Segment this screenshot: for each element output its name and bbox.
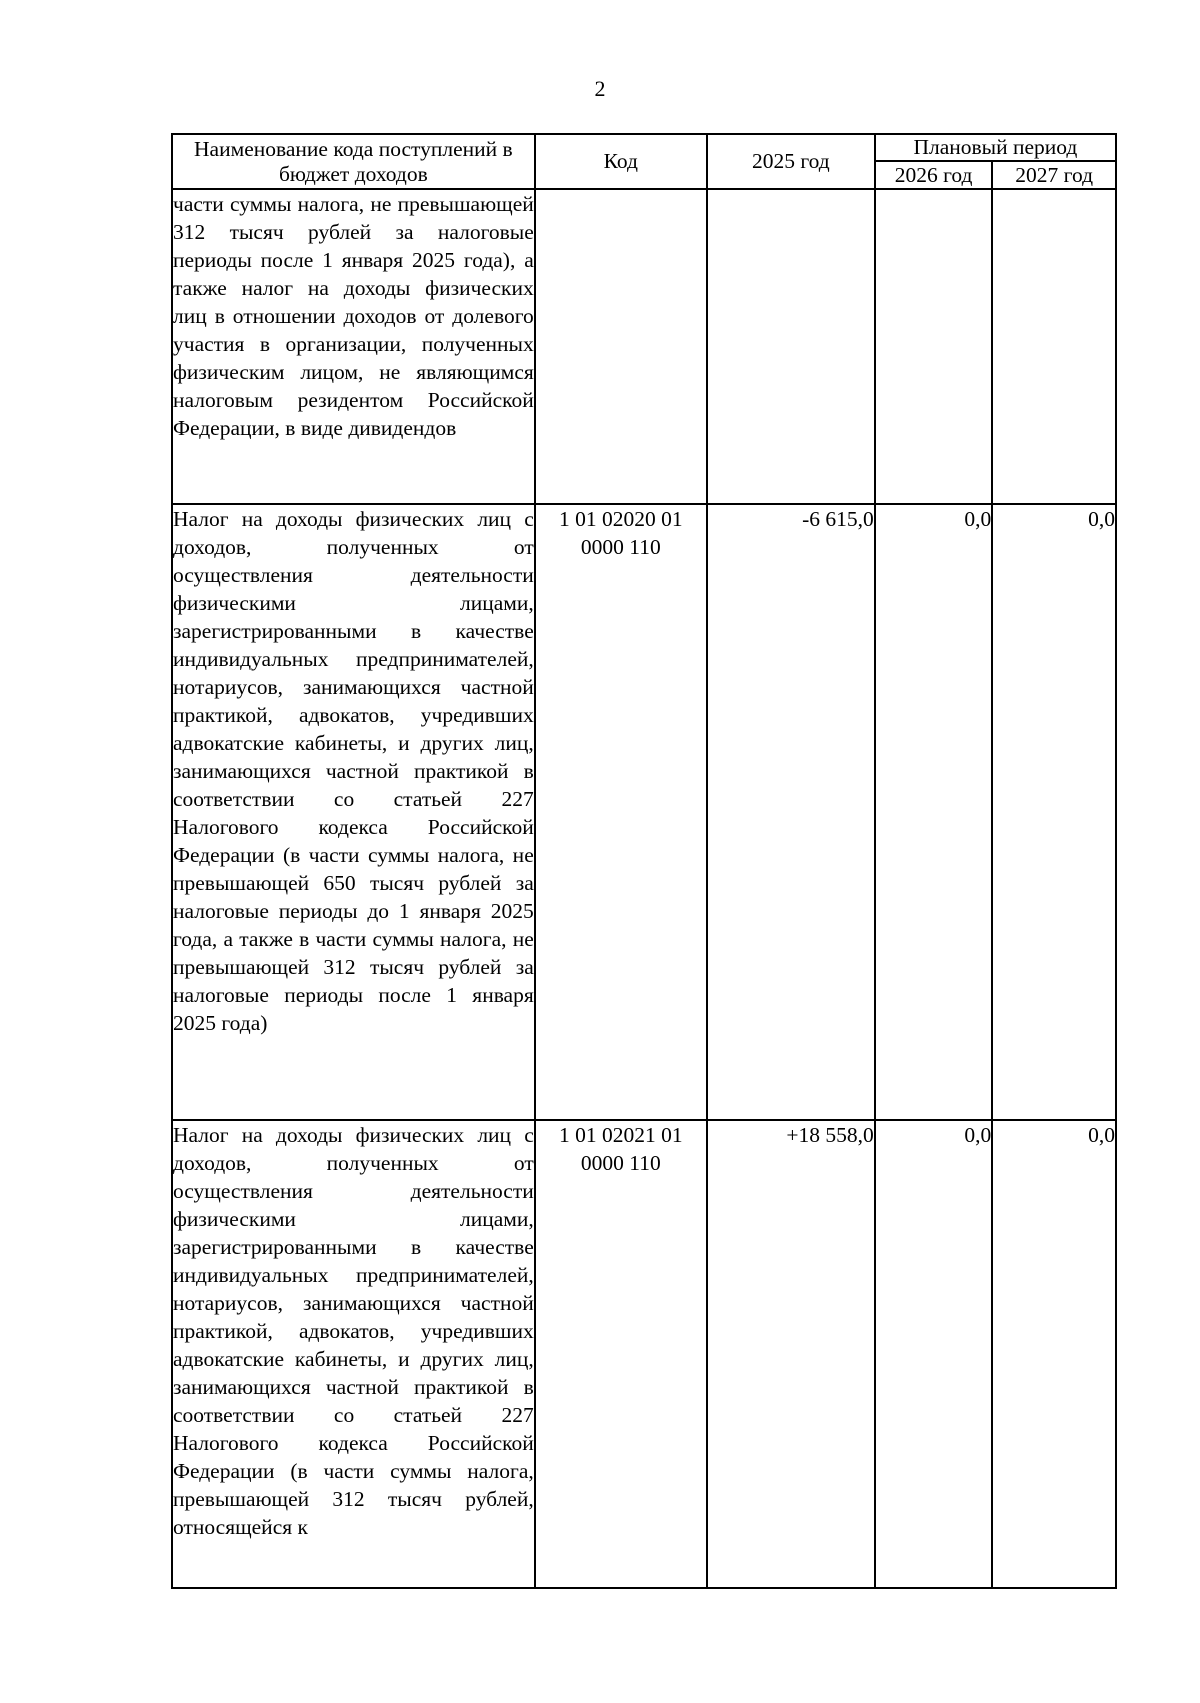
row-value-2025 — [707, 189, 875, 504]
row-value-2027: 0,0 — [992, 504, 1116, 1120]
row-code: 1 01 02021 01 0000 110 — [535, 1120, 707, 1588]
row-name: Налог на доходы физических лиц с доходов, полученных от осуществления деятельности физическими лицами, зарегистрированными в качестве индивидуальных предпринимателей, нотариусов, занимающихся частной практикой, адвокатов, учредивших адвокатские кабинеты, и других лиц, занимающихся частной практикой в соответствии со статьей 227 Налогового кодекса Российской Федерации (в части суммы налога, превышающей 312 тысяч рублей, относящейся к — [172, 1120, 535, 1588]
revenue-table — [171, 133, 1117, 1589]
header-name: Наименование кода поступлений в бюджет доходов — [172, 134, 535, 189]
row-name: части суммы налога, не превышающей 312 тысяч рублей за налоговые периоды после 1 января 2025 года), а также налог на доходы физических лиц в отношении доходов от долевого участия в организации, полученных физическим лицом, не являющимся налоговым резидентом Российской Федерации, в виде дивидендов — [172, 189, 535, 504]
row-value-2025: +18 558,0 — [707, 1120, 875, 1588]
table-row — [172, 1120, 1116, 1588]
row-value-2026 — [875, 189, 992, 504]
row-value-2026: 0,0 — [875, 504, 992, 1120]
row-code — [535, 189, 707, 504]
table-row — [172, 189, 1116, 504]
page-number: 2 — [594, 76, 606, 101]
row-value-2027 — [992, 189, 1116, 504]
row-code: 1 01 02020 01 0000 110 — [535, 504, 707, 1120]
header-year-2026: 2026 год — [875, 161, 992, 189]
row-value-2025: -6 615,0 — [707, 504, 875, 1120]
header-year-2025: 2025 год — [707, 134, 875, 189]
header-year-2027: 2027 год — [992, 161, 1116, 189]
row-value-2027: 0,0 — [992, 1120, 1116, 1588]
header-planned-period: Плановый период — [875, 134, 1116, 161]
row-value-2026: 0,0 — [875, 1120, 992, 1588]
row-name: Налог на доходы физических лиц с доходов, полученных от осуществления деятельности физическими лицами, зарегистрированными в качестве индивидуальных предпринимателей, нотариусов, занимающихся частной практикой, адвокатов, учредивших адвокатские кабинеты, и других лиц, занимающихся частной практикой в соответствии со статьей 227 Налогового кодекса Российской Федерации (в части суммы налога, не превышающей 650 тысяч рублей за налоговые периоды до 1 января 2025 года, а также в части суммы налога, не превышающей 312 тысяч рублей за налоговые периоды после 1 января 2025 года) — [172, 504, 535, 1120]
header-code: Код — [535, 134, 707, 189]
table-row — [172, 504, 1116, 1120]
